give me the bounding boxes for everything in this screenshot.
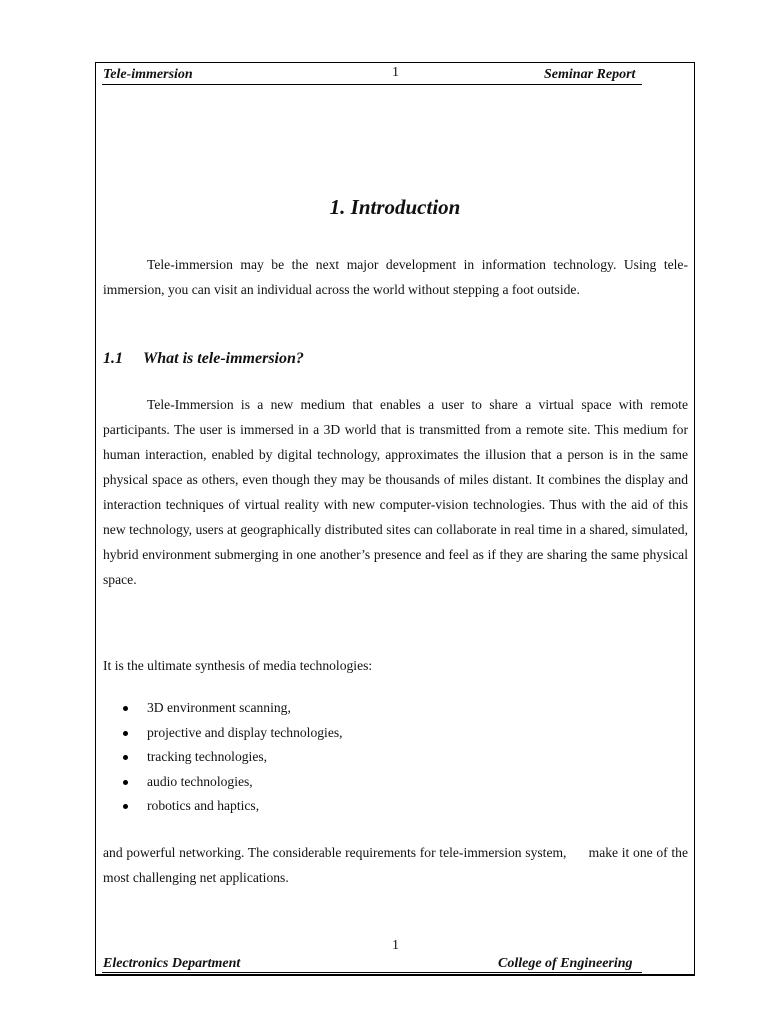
footer-page-number: 1	[392, 938, 399, 953]
list-item-text: robotics and haptics,	[147, 798, 260, 814]
technology-list	[103, 696, 343, 819]
list-item	[103, 745, 343, 770]
header-rule	[102, 84, 642, 85]
list-item-text: audio technologies,	[147, 773, 253, 789]
header-page-number: 1	[392, 65, 399, 80]
section-number: 1.1	[103, 350, 123, 367]
list-item	[103, 696, 343, 721]
section-title: What is tele-immersion?	[143, 350, 304, 367]
list-item	[103, 721, 343, 746]
page-title: 1. Introduction	[329, 195, 461, 219]
footer-rule	[102, 972, 642, 973]
bullet-icon	[123, 731, 128, 736]
bullet-icon	[123, 755, 128, 760]
list-item-text: 3D environment scanning,	[147, 700, 291, 715]
header-right-title: Seminar Report	[544, 67, 636, 82]
header-left-title: Tele-immersion	[103, 67, 193, 82]
closing-paragraph: and powerful networking. The considerable requirements for tele-immersion system, make it one of the most challenging net applications.	[103, 845, 692, 885]
list-item-text: tracking technologies,	[147, 749, 268, 765]
footer-right-college: College of Engineering	[498, 956, 633, 971]
description-paragraph: Tele-Immersion is a new medium that enables a user to share a virtual space with remote participants. The user is immersed in a 3D world that is transmitted from a remote site. This medium for human interaction, enabled by digital technology, approximates the illusion that a person is in the same physical space as others, even though they may be thousands of miles distant. It combines the display and interaction techniques of virtual reality with new computer-vision technologies. Thus with the aid of this new technology, users at geographically distributed sites can collaborate in real time in a shared, simulated, hybrid environment submerging in one another’s presence and feel as if they are sharing the same physical space.	[103, 397, 688, 587]
list-item	[103, 770, 343, 795]
bullet-icon	[123, 780, 128, 785]
list-item-text: projective and display technologies,	[147, 724, 343, 740]
section-heading	[103, 347, 304, 371]
intro-paragraph: Tele-immersion may be the next major development in information technology. Using tele-immersion, you can visit an individual across the world without stepping a foot outside.	[103, 257, 688, 297]
list-item	[103, 794, 343, 819]
bullet-icon	[123, 804, 128, 809]
synthesis-intro: It is the ultimate synthesis of media technologies:	[103, 658, 373, 673]
bullet-icon	[123, 706, 128, 711]
footer-left-department: Electronics Department	[103, 956, 241, 971]
